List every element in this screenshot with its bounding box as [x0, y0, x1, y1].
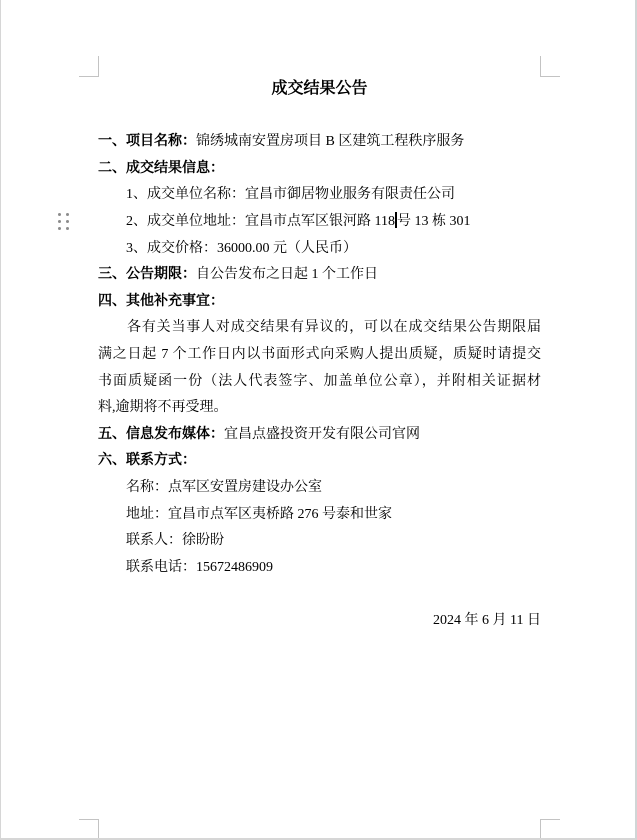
section-supplement-heading[interactable]: 四、其他补充事宜：	[98, 293, 224, 309]
blank-line	[98, 103, 541, 130]
supplement-paragraph-line-3[interactable]: 书面质疑函一份（法人代表签字、加盖单位公章），并附相关证据材	[98, 373, 541, 389]
contact-phone[interactable]: 联系电话：15672486909	[126, 559, 273, 575]
supplement-paragraph-line-2[interactable]: 满之日起 7 个工作日内以书面形式向采购人提出质疑，质疑时请提交	[98, 346, 541, 362]
dot	[58, 213, 61, 216]
margin-crop-mark-bottom-left	[79, 819, 99, 840]
margin-crop-mark-top-right	[540, 56, 560, 77]
announcement-date[interactable]: 2024 年 6 月 11 日	[433, 612, 541, 628]
margin-crop-mark-bottom-right	[540, 819, 560, 840]
section-contact-heading[interactable]: 六、联系方式：	[98, 453, 196, 469]
section-period-value: 自公告发布之日起 1 个工作日	[196, 267, 378, 283]
dot	[66, 227, 69, 230]
contact-name[interactable]: 名称：点军区安置房建设办公室	[126, 479, 322, 495]
supplement-paragraph-line-1[interactable]: 各有关当事人对成交结果有异议的，可以在成交结果公告期限届	[127, 320, 541, 336]
contact-person[interactable]: 联系人：徐盼盼	[126, 533, 224, 549]
result-item-price[interactable]: 3、成交价格：36000.00 元（人民币）	[126, 240, 357, 256]
address-text-before-caret: 2、成交单位地址：宜昌市点军区银河路 118	[126, 213, 395, 229]
margin-crop-mark-top-left	[79, 56, 99, 77]
section-period[interactable]	[98, 262, 541, 289]
section-project-value: 锦绣城南安置房项目 B 区建筑工程秩序服务	[196, 134, 465, 150]
document-body[interactable]	[98, 76, 541, 634]
section-result-heading[interactable]: 二、成交结果信息：	[98, 160, 224, 176]
result-item-company-address[interactable]	[98, 209, 541, 236]
dot	[66, 220, 69, 223]
section-period-label: 三、公告期限：	[98, 267, 196, 283]
dot	[66, 213, 69, 216]
section-media-label: 五、信息发布媒体：	[98, 426, 224, 442]
paragraph-drag-handle-icon[interactable]	[58, 213, 69, 230]
section-project-name[interactable]	[98, 129, 541, 156]
section-media-value: 宜昌点盛投资开发有限公司官网	[224, 426, 420, 442]
contact-address[interactable]: 地址：宜昌市点军区夷桥路 276 号泰和世家	[126, 506, 392, 522]
dot	[58, 227, 61, 230]
result-item-company-name[interactable]: 1、成交单位名称：宜昌市御居物业服务有限责任公司	[126, 187, 455, 203]
supplement-paragraph-line-4[interactable]: 料,逾期将不再受理。	[98, 400, 228, 416]
document-title[interactable]: 成交结果公告	[271, 80, 368, 97]
blank-line	[98, 581, 541, 608]
section-project-label: 一、项目名称：	[98, 134, 196, 150]
section-media[interactable]	[98, 422, 541, 449]
address-text-after-caret: 号 13 栋 301	[396, 213, 471, 229]
dot	[58, 220, 61, 223]
